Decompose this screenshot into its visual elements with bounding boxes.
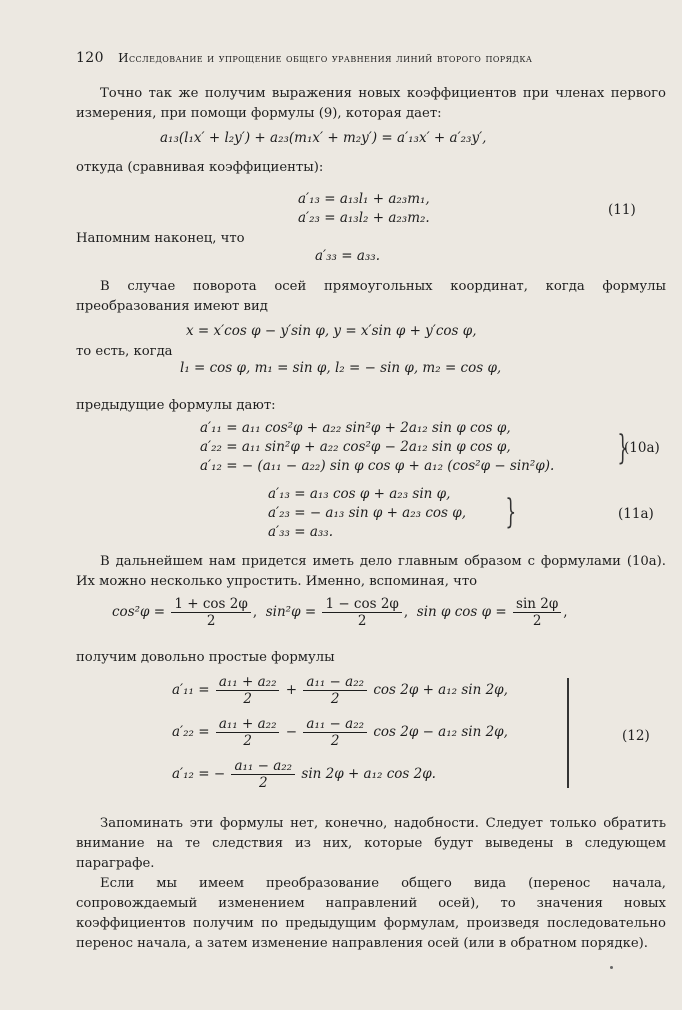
paragraph-6: предыдущие формулы дают:	[76, 398, 276, 413]
equation-12-line3: a′₁₂ = − $\frac{\text{a₁₁ − a₂₂}}{2}$ sin 2φ + a₁₂ cos 2φ.	[172, 758, 436, 791]
equation-tag-10a: (10а)	[624, 440, 660, 456]
paragraph-2: откуда (сравнивая коэффициенты):	[76, 160, 324, 175]
paragraph-7: В дальнейшем нам придется иметь дело главным образом с формулами (10а). Их можно несколько упростить. Именно, вспоминая, что	[76, 554, 666, 589]
paragraph-4: В случае поворота осей прямоугольных координат, когда формулы преобразования имеют вид	[76, 279, 666, 314]
paragraph-10: Если мы имеем преобразование общего вида (перенос начала, сопровождаемый изменением направлений осей), то значения новых коэффициентов получим по предыдущим формулам, произведя последовательно перенос начала, а затем изменение направления осей (или в обратном порядке).	[76, 876, 666, 951]
cos2-lhs: cos²φ =	[112, 604, 166, 620]
paragraph-5: то есть, когда	[76, 344, 173, 359]
equation-tag-12: (12)	[622, 728, 650, 744]
equation-12-line2: a′₂₂ = $\frac{\text{a₁₁ + a₂₂}}{2}$ − $\frac{\text{a₁₁ − a₂₂}}{2}$ cos 2φ − a₁₂ sin 2φ,	[172, 716, 508, 749]
paragraph-9: Запоминать эти формулы нет, конечно, надобности. Следует только обратить внимание на те следствия из них, которые будут выведены в следующем параграфе.	[76, 816, 666, 871]
equation-tag-11: (11)	[608, 202, 636, 218]
brace-11a: }	[505, 492, 517, 532]
equation-11-line2: a′₂₃ = a₁₃l₂ + a₂₃m₂.	[298, 210, 430, 226]
paragraph-1: Точно так же получим выражения новых коэффициентов при членах первого измерения, при помощи формулы (9), которая дает:	[76, 86, 666, 121]
equation-rotation: x = x′cos φ − y′sin φ, y = x′sin φ + y′cos φ,	[186, 323, 477, 339]
equation-a33: a′₃₃ = a₃₃.	[315, 248, 380, 264]
page-number: 120	[76, 50, 104, 66]
equation-11-line1: a′₁₃ = a₁₃l₁ + a₂₃m₁,	[298, 191, 430, 207]
equation-10a-line3: a′₁₂ = − (a₁₁ − a₂₂) sin φ cos φ + a₁₂ (cos²φ − sin²φ).	[200, 458, 555, 474]
equation-11a-line2: a′₂₃ = − a₁₃ sin φ + a₂₃ cos φ,	[268, 505, 466, 521]
page-header	[76, 50, 532, 66]
cos2-fraction: $\frac{1 + \cos 2\varphi}{2}$	[171, 596, 250, 629]
sin2-fraction: $\frac{1 - \cos 2\varphi}{2}$	[322, 596, 401, 629]
sincos-lhs: sin φ cos φ =	[416, 604, 507, 620]
equation-direction-cosines: l₁ = cos φ, m₁ = sin φ, l₂ = − sin φ, m₂ = cos φ,	[180, 360, 502, 376]
running-title: Исследование и упрощение общего уравнения линий второго порядка	[118, 51, 533, 65]
paragraph-8: получим довольно простые формулы	[76, 650, 335, 665]
equation-11a-line3: a′₃₃ = a₃₃.	[268, 524, 333, 540]
equation-10a-line1: a′₁₁ = a₁₁ cos²φ + a₂₂ sin²φ + 2a₁₂ sin φ cos φ,	[200, 420, 511, 436]
sincos-fraction: $\frac{\sin 2\varphi}{2}$	[513, 596, 561, 629]
equation-trig-identities: cos²φ = $\frac{1 + \cos 2\varphi}{2}$ , sin²φ = $\frac{1 - \cos 2\varphi}{2}$ , sin φ cos φ = $\frac{\sin 2\varphi}{2}$ ,	[112, 596, 568, 629]
brace-10a: }	[617, 428, 629, 468]
equation-tag-11a: (11а)	[618, 506, 654, 522]
paragraph-3: Напомним наконец, что	[76, 231, 245, 246]
sin2-lhs: sin²φ =	[265, 604, 317, 620]
equation-12-line1: a′₁₁ = $\frac{\text{a₁₁ + a₂₂}}{2}$ + $\frac{\text{a₁₁ − a₂₂}}{2}$ cos 2φ + a₁₂ sin 2φ,	[172, 674, 508, 707]
equation-12-bracket	[567, 678, 569, 788]
equation-linear-terms: a₁₃(l₁x′ + l₂y′) + a₂₃(m₁x′ + m₂y′) = a′₁₃x′ + a′₂₃y′,	[160, 130, 487, 146]
ink-speck	[610, 966, 613, 969]
equation-11a-line1: a′₁₃ = a₁₃ cos φ + a₂₃ sin φ,	[268, 486, 451, 502]
equation-10a-line2: a′₂₂ = a₁₁ sin²φ + a₂₂ cos²φ − 2a₁₂ sin φ cos φ,	[200, 439, 511, 455]
